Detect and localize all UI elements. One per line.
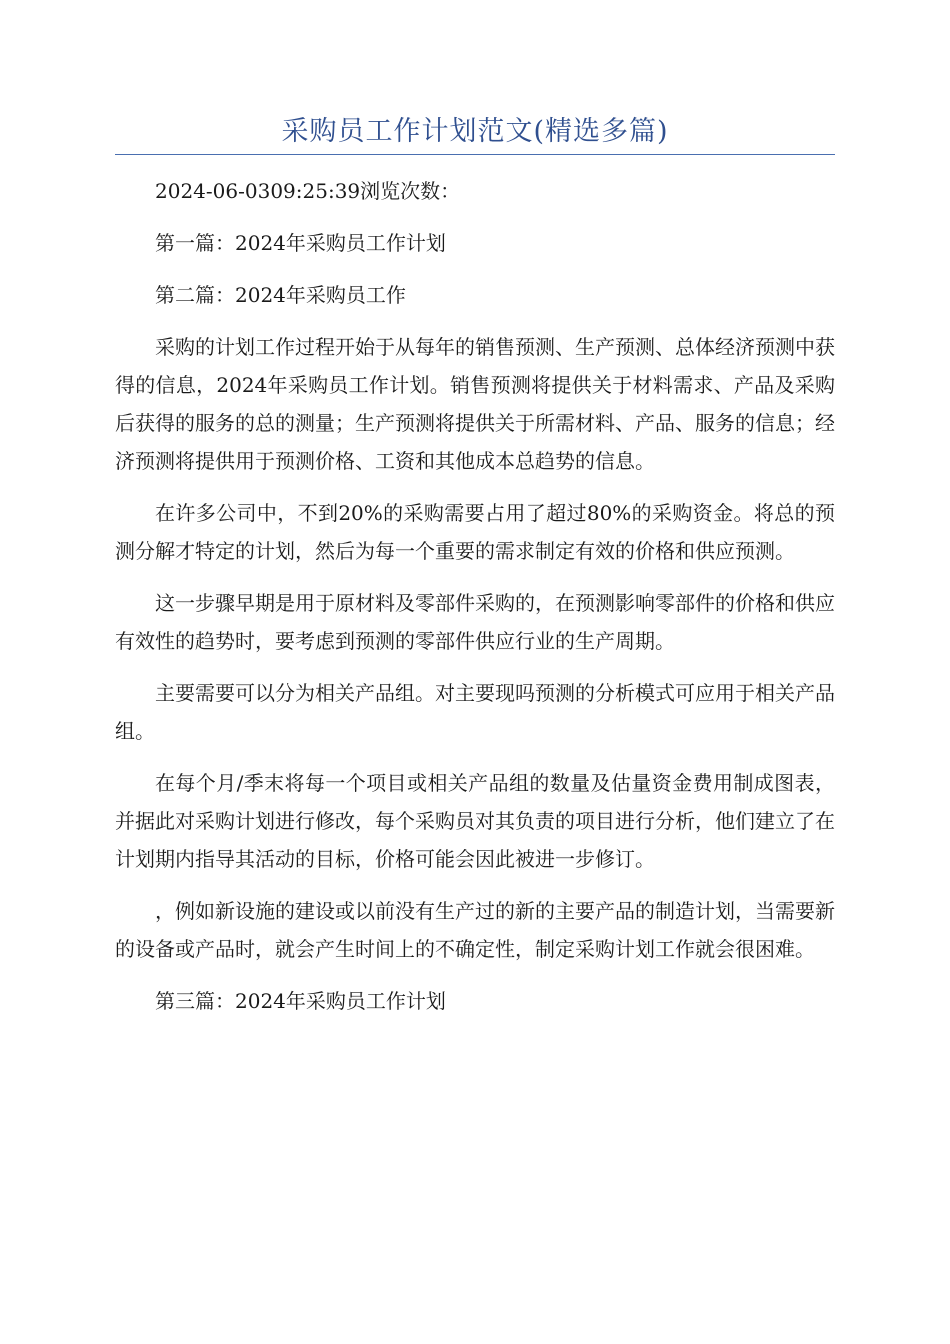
body-paragraph: 在每个月/季末将每一个项目或相关产品组的数量及估量资金费用制成图表，并据此对采购计划进行修改，每个采购员对其负责的项目进行分析，他们建立了在计划期内指导其活动的目标，价格可能会因此被进一步修订。 — [115, 771, 835, 871]
body-paragraph: ，例如新设施的建设或以前没有生产过的新的主要产品的制造计划，当需要新的设备或产品时，就会产生时间上的不确定性，制定采购计划工作就会很困难。 — [115, 899, 835, 961]
meta-line: 2024-06-0309:25:39浏览次数： — [155, 179, 461, 203]
document-title: 采购员工作计划范文(精选多篇) — [281, 116, 669, 147]
body-paragraph: 采购的计划工作过程开始于从每年的销售预测、生产预测、总体经济预测中获得的信息，2024年采购员工作计划。销售预测将提供关于材料需求、产品及采购后获得的服务的总的测量；生产预测将提供关于所需材料、产品、服务的信息；经济预测将提供用于预测价格、工资和其他成本总趋势的信息。 — [115, 335, 835, 473]
body-paragraph: 这一步骤早期是用于原材料及零部件采购的，在预测影响零部件的价格和供应有效性的趋势时，要考虑到预测的零部件供应行业的生产周期。 — [115, 591, 835, 653]
body-paragraph: 主要需要可以分为相关产品组。对主要现吗预测的分析模式可应用于相关产品组。 — [115, 681, 835, 743]
title-underline — [115, 154, 835, 155]
section-heading-2: 第二篇：2024年采购员工作 — [155, 283, 406, 307]
section-heading-1: 第一篇：2024年采购员工作计划 — [155, 231, 446, 255]
body-paragraph: 在许多公司中，不到20%的采购需要占用了超过80%的采购资金。将总的预测分解才特定的计划，然后为每一个重要的需求制定有效的价格和供应预测。 — [115, 501, 835, 563]
section-heading-3: 第三篇：2024年采购员工作计划 — [155, 989, 446, 1013]
document-body — [115, 172, 835, 1034]
